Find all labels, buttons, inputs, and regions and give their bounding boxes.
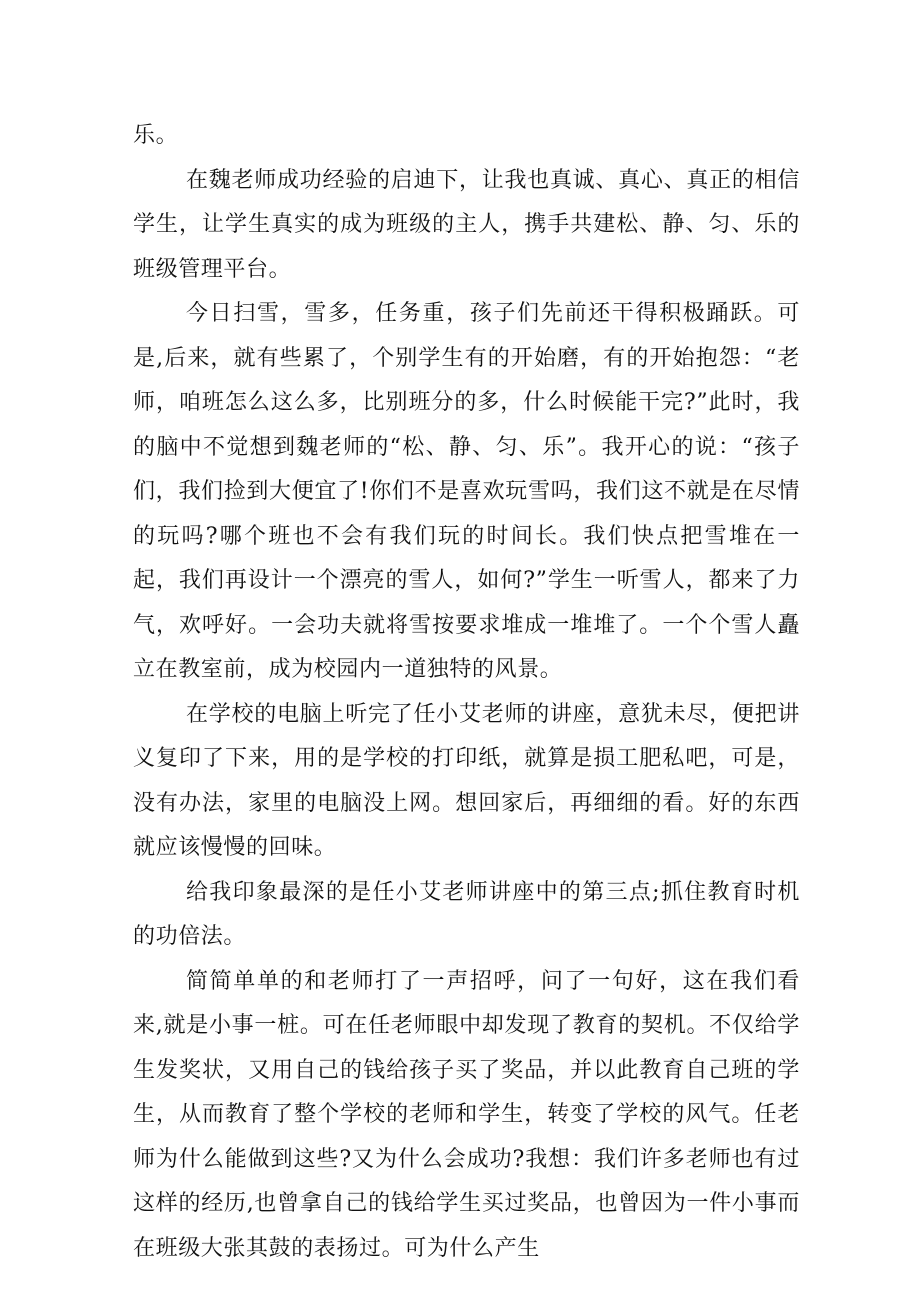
- paragraph-3: 今日扫雪，雪多，任务重，孩子们先前还干得积极踊跃。可是,后来，就有些累了，个别学生有的开始磨，有的开始抱怨：“老师，咱班怎么这么多，比别班分的多，什么时候能干完?”此时，我的脑中不觉想到魏老师的“松、静、匀、乐”。我开心的说：“孩子们，我们捡到大便宜了!你们不是喜欢玩雪吗，我们这不就是在尽情的玩吗?哪个班也不会有我们玩的时间长。我们快点把雪堆在一起，我们再设计一个漂亮的雪人，如何?”学生一听雪人，都来了力气，欢呼好。一会功夫就将雪按要求堆成一堆堆了。一个个雪人矗立在教室前，成为校园内一道独特的风景。: [133, 301, 800, 682]
- paragraph-1: 乐。: [133, 123, 179, 148]
- paragraph-2: 在魏老师成功经验的启迪下，让我也真诚、真心、真正的相信学生，让学生真实的成为班级的主人，携手共建松、静、匀、乐的班级管理平台。: [133, 167, 800, 282]
- paragraph-5: 给我印象最深的是任小艾老师讲座中的第三点;抓住教育时机的功倍法。: [133, 879, 800, 949]
- paragraph-4: 在学校的电脑上听完了任小艾老师的讲座，意犹未尽，便把讲义复印了下来，用的是学校的打印纸，就算是损工肥私吧，可是，没有办法，家里的电脑没上网。想回家后，再细细的看。好的东西就应该慢慢的回味。: [133, 701, 800, 860]
- paragraph-6: 简简单单的和老师打了一声招呼，问了一句好，这在我们看来,就是小事一桩。可在任老师眼中却发现了教育的契机。不仅给学生发奖状，又用自己的钱给孩子买了奖品，并以此教育自己班的学生，从而教育了整个学校的老师和学生，转变了学校的风气。任老师为什么能做到这些?又为什么会成功?我想：我们许多老师也有过这样的经历,也曾拿自己的钱给学生买过奖品，也曾因为一件小事而在班级大张其鼓的表扬过。可为什么产生: [133, 968, 800, 1261]
